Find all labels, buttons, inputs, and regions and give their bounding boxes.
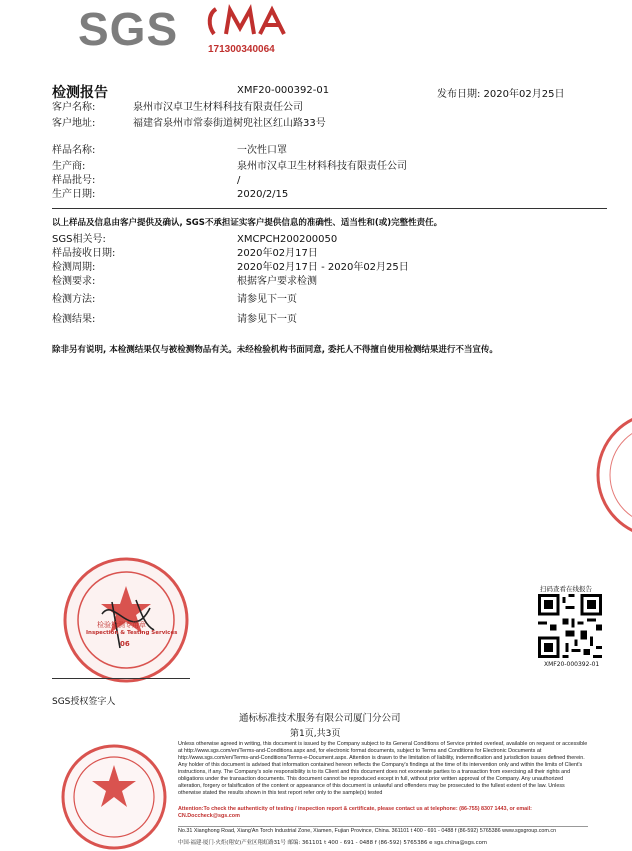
batch-value: / [237, 175, 241, 186]
terms-text: Unless otherwise agreed in writing, this document is issued by the Company subject to its General Conditions of Service printed overleaf, available on request or accessible at http://www.sgs.com/en/Terms-and-Conditions.aspx and, for electronic format documents, subject to Terms and Conditions for Electronic Documents at http://www.sgs.com/en/Terms-and-Conditions/Terms-e-Document.aspx. Attention is drawn to the limitation of liability, indemnification and jurisdiction issues defined therein. Any holder of this document is advised that information contained hereon reflects the Company's findings at the time of its intervention only and within the limits of Client's instructions, if any. The Company's sole responsibility is to its Client and this document does not exonerate parties to a transaction from exercising all their rights and obligations under the transaction documents. This document cannot be reproduced except in full, without prior written approval of the Company. Any unauthorized alteration, forgery or falsification of the content or appearance of this document is unlawful and offenders may be prosecuted to the fullest extent of the law. Unless otherwise stated the results shown in this test report refer only to the sample(s) tested [178, 741, 588, 796]
client-name-value: 泉州市汉卓卫生材料科技有限责任公司 [133, 102, 303, 113]
test-requirement-value: 根据客户要求检测 [237, 276, 317, 287]
footer-seal [60, 743, 168, 851]
signature-label: SGS授权签字人 [52, 697, 116, 707]
cma-logo [206, 4, 290, 40]
receive-date-label: 样品接收日期: [52, 248, 116, 259]
seal-sub-text: Inspection & Testing Services [86, 630, 178, 636]
client-address-value: 福建省泉州市常泰街道树兜社区红山路33号 [133, 118, 326, 129]
batch-label: 样品批号: [52, 175, 96, 186]
test-method-value: 请参见下一页 [237, 294, 297, 305]
test-method-label: 检测方法: [52, 294, 96, 305]
company-name: 通标标准技术服务有限公司厦门分公司 [239, 713, 401, 724]
partial-seal-right [580, 410, 632, 540]
seal-center-text: 检验检测专用章 [97, 621, 146, 629]
qr-code[interactable] [538, 594, 602, 658]
authenticity-notice: Attention:To check the authenticity of testing / inspection report & certificate, please contact us at telephone: (86-755) 8307 1443, or email: CN.Doccheck@sgs.com [178, 806, 532, 819]
test-period-label: 检测周期: [52, 262, 96, 273]
footer-address-en: No.31 Xianghong Road, Xiang'An Torch Industrial Zone, Xiamen, Fujian Province, China. 361101 t 400 - 691 - 0488 f (86-592) 5765386 www.sgsgroup.com.cn [178, 828, 557, 834]
sample-name-value: 一次性口罩 [237, 145, 287, 156]
usage-disclaimer: 除非另有说明, 本检测结果仅与被检测物品有关。未经检验机构书面同意, 委托人不得擅自使用检测结果进行不当宣传。 [52, 345, 498, 355]
test-period-value: 2020年02月17日 - 2020年02月25日 [237, 262, 409, 273]
report-number: XMF20-000392-01 [237, 85, 330, 96]
test-requirement-label: 检测要求: [52, 276, 96, 287]
footer-divider [178, 826, 588, 827]
report-title: 检测报告 [52, 85, 108, 101]
issue-date: 发布日期: 2020年02月25日 [437, 89, 565, 100]
client-address-label: 客户地址: [52, 118, 96, 129]
manufacturer-label: 生产商: [52, 161, 86, 172]
test-result-value: 请参见下一页 [237, 314, 297, 325]
sgs-ref-value: XMCPCH200200050 [237, 234, 338, 245]
sample-disclaimer: 以上样品及信息由客户提供及确认, SGS不承担证实客户提供信息的准确性、适当性和(或)完整性责任。 [52, 218, 443, 228]
receive-date-value: 2020年02月17日 [237, 248, 318, 259]
client-name-label: 客户名称: [52, 102, 96, 113]
production-date-value: 2020/2/15 [237, 189, 289, 200]
production-date-label: 生产日期: [52, 189, 96, 200]
manufacturer-value: 泉州市汉卓卫生材料科技有限责任公司 [237, 161, 407, 172]
sgs-ref-label: SGS相关号: [52, 234, 106, 245]
seal-number: 06 [120, 640, 130, 648]
signature-line [52, 678, 190, 679]
sgs-logo: SGS [78, 3, 179, 55]
qr-code-label: XMF20-000392-01 [544, 661, 600, 668]
qr-caption: 扫码查看在线报告 [540, 585, 592, 593]
test-result-label: 检测结果: [52, 314, 96, 325]
cma-number: 171300340064 [208, 44, 275, 55]
divider [52, 208, 607, 209]
sample-name-label: 样品名称: [52, 145, 96, 156]
footer-address-cn: 中国·福建·厦门·火炬(翔安)产业区翔虹路31号 邮编: 361101 t 400 - 691 - 0488 f (86-592) 5765386 e sgs.china@sgs.com [178, 840, 488, 846]
page-number: 第1页,共3页 [290, 729, 341, 739]
